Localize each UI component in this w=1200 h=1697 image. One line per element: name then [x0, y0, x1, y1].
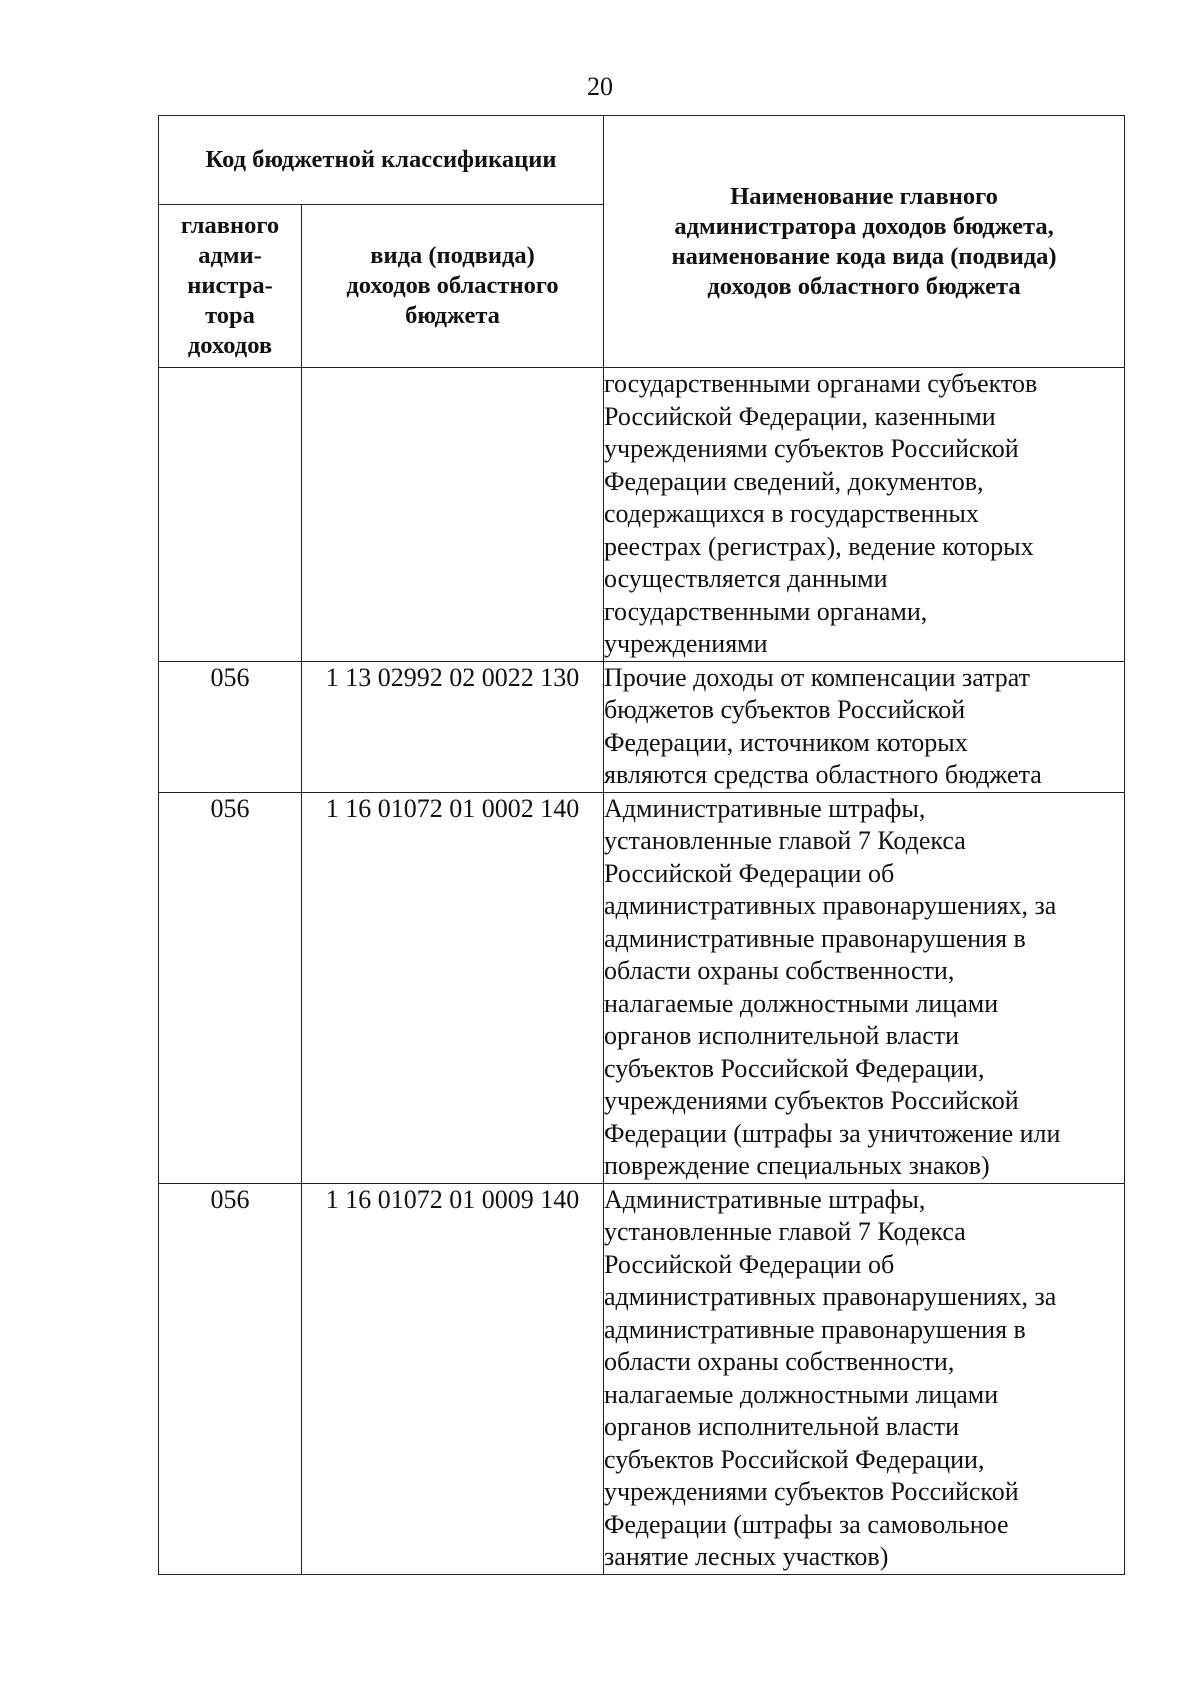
table-row: [159, 368, 1125, 662]
description-cell: [604, 1183, 1125, 1574]
admin-code-cell: 056: [159, 1183, 302, 1574]
description-line: субъектов Российской Федерации,: [604, 1053, 985, 1083]
budget-classification-table: [158, 115, 1125, 1575]
page-number: 20: [587, 72, 613, 101]
revenue-code-cell: 1 16 01072 01 0002 140: [302, 792, 604, 1183]
description-cell: [604, 368, 1125, 662]
admin-code-cell: 056: [159, 661, 302, 792]
description-line: субъектов Российской Федерации,: [604, 1444, 985, 1474]
admin-code-cell: 056: [159, 792, 302, 1183]
description-line: осуществляется данными: [604, 564, 888, 593]
admin-code-cell: [159, 368, 302, 662]
table-body: [159, 368, 1125, 1575]
table-row: [159, 1183, 1125, 1574]
table-row: [159, 792, 1125, 1183]
admin-code-column-header: [159, 205, 302, 368]
description-line: Федерации, источником которых: [604, 727, 968, 757]
description-line: бюджетов субъектов Российской: [604, 695, 966, 724]
description-line: реестрах (регистрах), ведение которых: [604, 531, 1034, 561]
description-line: административные правонарушения в: [604, 923, 1026, 953]
revenue-code-column-header: [302, 205, 604, 368]
description-line: государственными органами,: [604, 596, 928, 626]
description-line: административных правонарушениях, за: [604, 1282, 1057, 1311]
description-line: учреждениями: [604, 629, 768, 658]
description-line: области охраны собственности,: [604, 956, 955, 985]
description-line: налагаемые должностными лицами: [604, 988, 999, 1018]
description-line: Административные штрафы,: [604, 793, 926, 823]
description-line: повреждение специальных знаков): [604, 1151, 990, 1180]
header-line: доходов областного: [346, 272, 559, 299]
description-line: Федерации (штрафы за уничтожение или: [604, 1118, 1061, 1148]
revenue-code-cell: [302, 368, 604, 662]
header-line: доходов областного бюджета: [707, 272, 1021, 300]
description-line: государственными органами субъектов: [604, 369, 1038, 398]
description-line: административные правонарушения в: [604, 1314, 1026, 1344]
description-line: Административные штрафы,: [604, 1184, 926, 1214]
revenue-code-cell: 1 13 02992 02 0022 130: [302, 661, 604, 792]
name-column-header: [604, 116, 1125, 368]
description-line: налагаемые должностными лицами: [604, 1379, 999, 1409]
description-line: содержащихся в государственных: [604, 499, 979, 528]
description-line: учреждениями субъектов Российской: [604, 1477, 1019, 1506]
description-line: Российской Федерации об: [604, 858, 895, 888]
description-cell: [604, 792, 1125, 1183]
description-line: административных правонарушениях, за: [604, 891, 1057, 920]
description-line: области охраны собственности,: [604, 1347, 955, 1376]
revenue-code-cell: 1 16 01072 01 0009 140: [302, 1183, 604, 1574]
header-line: нистра-: [187, 272, 273, 299]
header-line: бюджета: [405, 302, 500, 329]
header-line: тора: [205, 302, 255, 329]
description-line: установленные главой 7 Кодекса: [604, 1217, 966, 1246]
description-line: Прочие доходы от компенсации затрат: [604, 662, 1031, 692]
description-line: установленные главой 7 Кодекса: [604, 826, 966, 855]
header-row-top: [159, 116, 1125, 205]
header-line: администратора доходов бюджета,: [674, 212, 1054, 240]
table-row: [159, 661, 1125, 792]
description-line: учреждениями субъектов Российской: [604, 434, 1019, 463]
header-line: вида (подвида): [370, 242, 535, 269]
header-line: адми-: [198, 242, 262, 269]
header-line: наименование кода вида (подвида): [671, 242, 1057, 270]
description-line: Федерации сведений, документов,: [604, 466, 984, 496]
description-line: Российской Федерации, казенными: [604, 401, 996, 431]
description-line: являются средства областного бюджета: [604, 760, 1042, 789]
description-line: органов исполнительной власти: [604, 1021, 960, 1050]
header-line: главного: [180, 212, 280, 239]
description-line: Российской Федерации об: [604, 1249, 895, 1279]
description-line: органов исполнительной власти: [604, 1412, 960, 1441]
description-line: занятие лесных участков): [604, 1542, 889, 1571]
header-line: Наименование главного: [730, 182, 998, 210]
description-line: учреждениями субъектов Российской: [604, 1086, 1019, 1115]
description-line: Федерации (штрафы за самовольное: [604, 1509, 1009, 1539]
description-cell: [604, 661, 1125, 792]
budget-code-group-header: Код бюджетной классификации: [159, 116, 604, 205]
header-line: доходов: [187, 332, 273, 359]
